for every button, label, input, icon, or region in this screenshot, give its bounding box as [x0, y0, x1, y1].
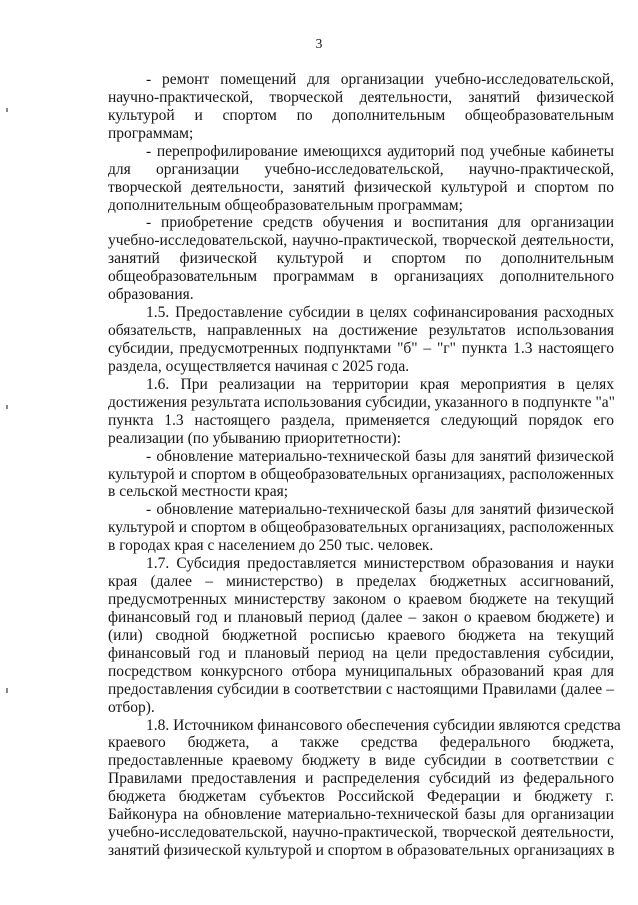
text-line: финансовый год и плановый период на цели предоставления субсидии, — [108, 644, 614, 662]
text-line: 1.6. При реализации на территории края мероприятия в целях — [146, 375, 614, 393]
text-line: Правилами предоставления и распределения субсидий из федерального — [108, 770, 614, 788]
text-line: в сельской местности края; — [108, 483, 289, 501]
text-line: занятий физической культурой и спортом по дополнительным — [108, 250, 614, 268]
text-line: (или) сводной бюджетной росписью краевого бюджета на текущий — [108, 626, 614, 644]
text-line: культурой и спортом в общеобразовательных организациях, расположенных — [108, 519, 614, 537]
text-line: 1.8. Источником финансового обеспечения субсидии являются средства — [146, 716, 621, 734]
text-line: предоставленные краевому бюджету в виде субсидии в соответствии с — [108, 752, 614, 770]
text-line: 1.7. Субсидия предоставляется министерством образования и науки — [146, 555, 614, 573]
text-line: в городах края с населением до 250 тыс. человек. — [108, 537, 434, 555]
text-line: пункта 1.3 настоящего раздела, применяется следующий порядок его — [108, 411, 614, 429]
text-line: учебно-исследовательской, научно-практической, творческой деятельности, — [108, 232, 614, 250]
text-line: учебно-исследовательской, научно-практической, творческой деятельности, — [108, 824, 614, 842]
text-line: обязательств, направленных на достижение результатов использования — [108, 322, 614, 339]
text-line: культурой и спортом в общеобразовательных организациях, расположенных — [108, 465, 614, 483]
margin-mark — [6, 405, 8, 409]
text-line: - перепрофилирование имеющихся аудиторий под учебные кабинеты — [146, 142, 614, 160]
text-line: общеобразовательным программам в организациях дополнительного — [108, 268, 614, 286]
text-line: - обновление материально-технической базы для занятий физической — [146, 447, 614, 465]
text-line: финансовый год и плановый период (далее – закон о краевом бюджете) и — [108, 608, 614, 626]
text-line: научно-практической, творческой деятельности, занятий физической — [108, 88, 614, 106]
text-line: бюджета бюджетам субъектов Российской Федерации и бюджету г. — [108, 788, 614, 806]
text-line: отбор). — [108, 698, 155, 716]
text-line: - ремонт помещений для организации учебно-исследовательской, — [146, 71, 614, 88]
text-line: занятий физической культурой и спортом в образовательных организациях в — [108, 842, 615, 859]
text-line: творческой деятельности, занятий физической культурой и спортом по — [108, 178, 614, 196]
text-line: - приобретение средств обучения и воспитания для организации — [146, 214, 614, 232]
text-line: краевого бюджета, а также средства федерального бюджета, — [108, 734, 614, 752]
text-line: 1.5. Предоставление субсидии в целях софинансирования расходных — [146, 304, 614, 322]
text-line: субсидии, предусмотренных подпунктами "б" – "г" пункта 1.3 настоящего — [108, 339, 614, 357]
text-line: края (далее – министерство) в пределах бюджетных ассигнований, — [108, 573, 614, 590]
text-line: посредством конкурсного отбора муниципальных образований края для — [108, 662, 614, 680]
text-line: культурой и спортом по дополнительным общеобразовательным — [108, 106, 614, 124]
text-line: программам; — [108, 124, 194, 142]
text-line: для организации учебно-исследовательской, научно-практической, — [108, 160, 614, 178]
margin-mark — [6, 108, 8, 112]
text-line: реализации (по убыванию приоритетности): — [108, 429, 402, 447]
text-line: Байконура на обновление материально-технической базы для организации — [108, 806, 614, 824]
text-line: дополнительным общеобразовательным программам; — [108, 196, 463, 214]
text-line: - обновление материально-технической базы для занятий физической — [146, 501, 614, 519]
text-line: образования. — [108, 286, 194, 304]
text-line: достижения результата использования субсидии, указанного в подпункте "а" — [108, 393, 615, 411]
margin-mark — [6, 688, 8, 693]
text-line: предусмотренных министерству законом о краевом бюджете на текущий — [108, 591, 614, 608]
text-line: предоставления субсидии в соответствии с настоящими Правилами (далее – — [108, 680, 614, 698]
page-number: 3 — [315, 36, 323, 51]
text-line: раздела, осуществляется начиная с 2025 года. — [108, 357, 410, 375]
